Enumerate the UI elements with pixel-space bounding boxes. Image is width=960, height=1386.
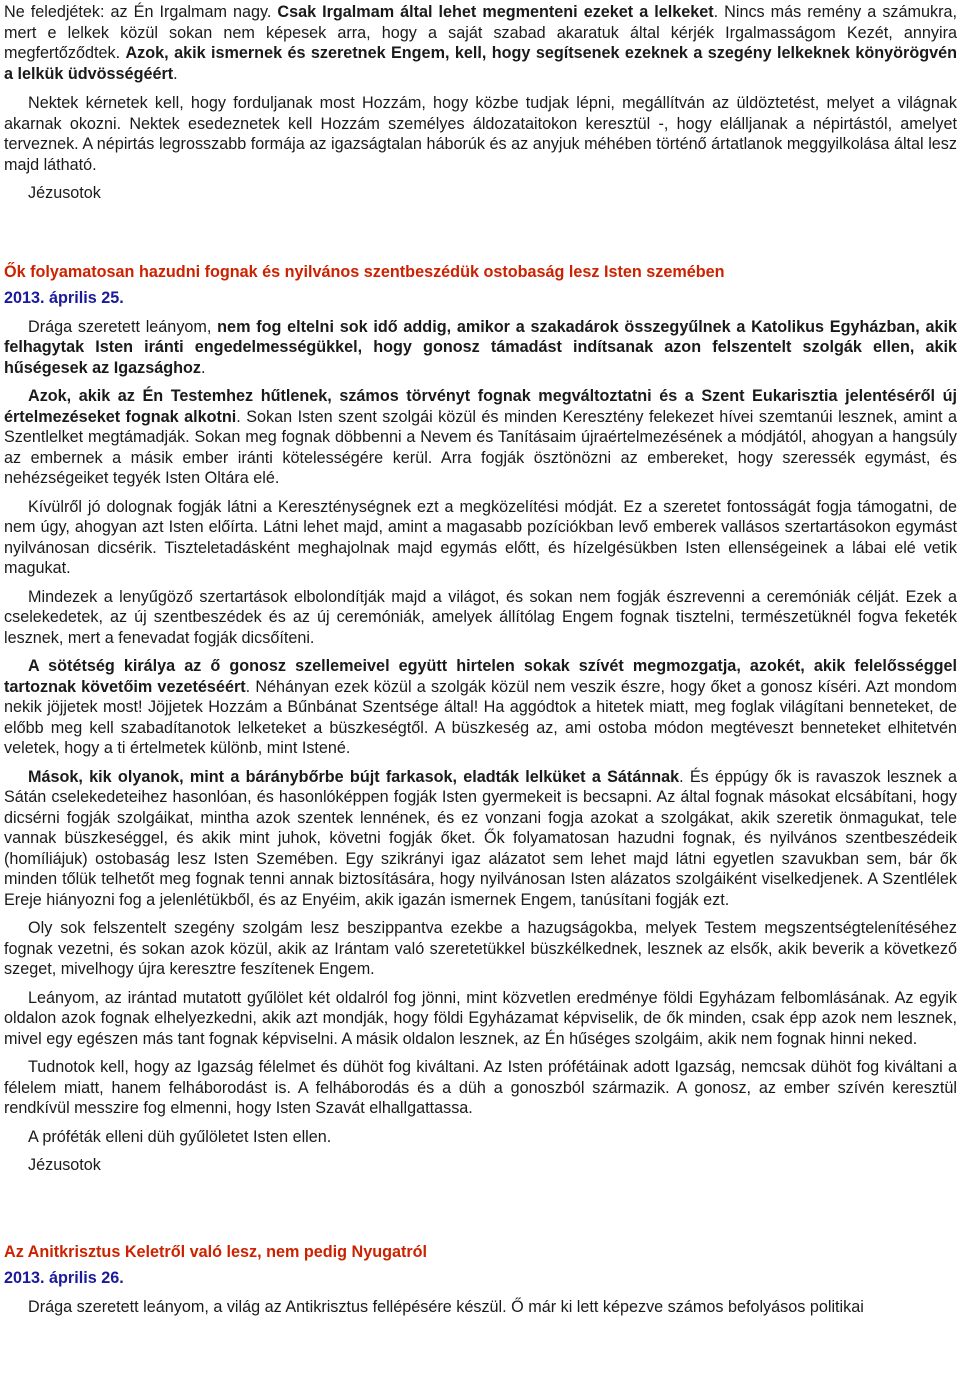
m1-p1-text: Drága szeretett leányom, — [28, 317, 218, 336]
m1-p2-bold: Azok, akik az Én Testemhez hűtlenek, számos törvényt fognak megváltoztatni és a Szent Eukarisztia jelentéséről új értelmezéseket fognak alkotni — [4, 387, 957, 426]
message-1-paragraph-7: Oly sok felszentelt szegény szolgám lesz beszippantva ezekbe a hazugságokba, melyek Testem megszentségtelenítéséhez fognak vezetni, és sokan azok közül, akik az Irántam való szeretetükkel büszkélkednek, lesznek az elsők, akik beverik a következő szeget, mivelhogy újra keresztre feszítenek Engem. — [4, 919, 957, 978]
m1-p5-text: . Néhányan ezek közül a szolgák közül nem veszik észre, hogy őket a gonosz kíséri. Azt mondom nekik jöjjetek most! Jöjjetek Hozzám a Bűnbánat Szentsége által! Ha aggódtok a hitetek miatt, meg foglak világítani benneteket, de előbb meg kell szabadítanotok lelketeket a büszkeségtől. A büszkeség az, ami ostoba módon megtéveszt benneteket elhitetvén veletek, hogy a ti értelmetek különb, mint Istené. — [4, 677, 957, 757]
m1-p1-text-2: . — [201, 358, 206, 377]
m1-p6-text: . És éppúgy ők is ravaszok lesznek a Sátán cselekedeteihez hasonlóan, és hasonlóképpen fogják Isten gyermekeit is becsapni. Az által fognak másokat elcsábítani, hogy dicsérni fogják szolgáikat, mintha azok szentek lennének, és ez vonzani fogja azokat a szolgákat, akik szeretik önmagukat, tele vannak büszkeséggel, és akik mint juhok, követni fogják őket. Ők folyamatosan hazudni fognak, és nyilvános szentbeszédeik (homíliájuk) ostobaság lesz Isten Szemében. Egy szikrányi igaz alázatot sem lehet majd látni egyetlen szavukban sem, bár ők minden tőlük telhetőt meg fognak tenni annak biztosítására, hogy nyilvánosan Isten alázatos szolgáiként viselkedjenek. A Szentlélek Ereje hiányozni fog a jelenlétükből, és az Enyéim, akik igazán ismernek Engem, tanúsítani fogják ezt. — [4, 767, 957, 909]
intro-signature: Jézusotok — [28, 184, 101, 202]
message-1-paragraph-1 — [4, 317, 957, 379]
m1-p6-bold: Mások, kik olyanok, mint a báránybőrbe bújt farkasok, eladták lelküket a Sátánnak — [28, 767, 680, 786]
message-2-date: 2013. április 26. — [4, 1269, 124, 1287]
m1-p1-bold: nem fog eltelni sok idő addig, amikor a szakadárok összegyűlnek a Katolikus Egyházban, akik felhagytak Isten iránti engedelmességükkel, hogy gonosz támadást indítsanak azon felszentelt szolgák ellen, akik hűségesek az Igazsághoz — [4, 317, 957, 377]
m1-p2-text: . Sokan Isten szent szolgái közül és minden Keresztény felekezet hívei szemtanúi lesznek, amint a Szentlelket megtámadják. Sokan meg fognak döbbenni a Nevem és Tanításaim újraértelmezésének a módjától, ahogyan a hangsúly az embernek a másik ember iránti kötelességére kerül. Arra fogják ösztönözni az embereket, hogy szeressék egymást, és nehézségeiket tegyék Isten Oltára elé. — [4, 407, 958, 487]
message-1-paragraph-8: Leányom, az irántad mutatott gyűlölet két oldalról fog jönni, mint közvetlen eredménye földi Egyházam felbomlásának. Az egyik oldalon azok fognak elhelyezkedni, akik azt mondják, hogy földi Egyházamat képviselik, de ők minden, csak épp azok nem lesznek, mivel egy egészen más tant fognak képviselni. A másik oldalon lesznek, az Én hűséges szolgáim, akik nem fognak hinni neked. — [4, 988, 957, 1048]
intro-p1-text-2: . Nincs más remény a számukra, mert e lelkek közül sokan nem képesek arra, hogy a saját szabad akaratuk által kérjék Irgalmasságom Kezét, annyira megfertőződtek. — [4, 3, 957, 62]
message-2-title: Az Anitkrisztus Keletről való lesz, nem pedig Nyugatról — [4, 1242, 428, 1261]
message-1-paragraph-10: A próféták elleni düh gyűlöletet Isten ellen. — [28, 1127, 332, 1146]
message-1-paragraph-3: Kívülről jó dolognak fogják látni a Kereszténységnek ezt a megközelítési módját. Ez a szeretet fontosságát fogja támogatni, de nem úgy, ahogyan azt Isten előírta. Látni lehet majd, amint a magasabb pozíciókban levő emberek vallásos szertartásokon egymást nyilvánosan dicsérik. Tiszteletadásként meghajolnak majd egymás előtt, és hízelgésükben Isten ellenségeinek a lábai elé vetik magukat. — [4, 497, 957, 577]
message-1-paragraph-5 — [4, 656, 957, 759]
message-1-paragraph-4: Mindezek a lenyűgöző szertartások elbolondítják majd a világot, és sokan nem fogják észrevenni a ceremóniák célját. Ezek a cselekedetek, az új szentbeszédek és az új ceremóniák, amelyek állítólag Engem fognak tisztelni, természetüknél fogva feketék lesznek, mert a fenevadat fogják dicsőíteni. — [4, 587, 957, 647]
message-1-paragraph-2 — [4, 386, 957, 489]
intro-p1-text-3: . — [173, 64, 178, 83]
intro-p1-bold-2: Azok, akik ismernek és szeretnek Engem, kell, hogy segítsenek ezeknek a szegény lelkeknek könyörögvén a lelkük üdvösségéért — [4, 44, 957, 83]
message-2-paragraph-1: Drága szeretett leányom, a világ az Antikrisztus fellépésére készül. Ő már ki lett képezve számos befolyásos politikai — [28, 1297, 864, 1316]
message-1-date: 2013. április 25. — [4, 289, 124, 307]
intro-p1-bold: Csak Irgalmam által lehet megmenteni ezeket a lelkeket — [277, 3, 714, 21]
message-1-signature: Jézusotok — [28, 1156, 101, 1174]
intro-p1-text: Ne feledjétek: az Én Irgalmam nagy. — [4, 3, 278, 21]
message-1-title: Ők folyamatosan hazudni fognak és nyilvános szentbeszédük ostobaság lesz Isten szemében — [4, 262, 725, 281]
m1-p5-bold: A sötétség királya az ő gonosz szellemeivel együtt hirtelen sokak szívét megmozgatja, azokét, akik felelősséggel tartoznak követőim vezetéséért — [4, 657, 957, 696]
intro-paragraph-2: Nektek kérnetek kell, hogy forduljanak most Hozzám, hogy közbe tudjak lépni, megállítván az üldöztetést, melyet a világnak akarnak okozni. Nektek esedeznetek kell Hozzám személyes áldozataitokon keresztül -, hogy elálljanak a népirtástól, amelyet terveznek. A népirtás legrosszabb formája az igazságtalan háborúk és az anyjuk méhében történő ártatlanok meggyilkolása által lesz majd látható. — [4, 94, 957, 174]
message-1-paragraph-6 — [4, 767, 957, 911]
intro-paragraph-1 — [4, 2, 957, 84]
message-1-paragraph-9: Tudnotok kell, hogy az Igazság félelmet és dühöt fog kiváltani. Az Isten prófétáinak adott Igazság, nemcsak dühöt fog kiváltani a félelem miatt, hanem felháborodást is. A felháborodás és a düh a gonoszból származik. A gonosz, az ember szívén keresztül rendkívül messzire fog elmenni, hogy Isten Szavát elhallgattassa. — [4, 1058, 957, 1117]
